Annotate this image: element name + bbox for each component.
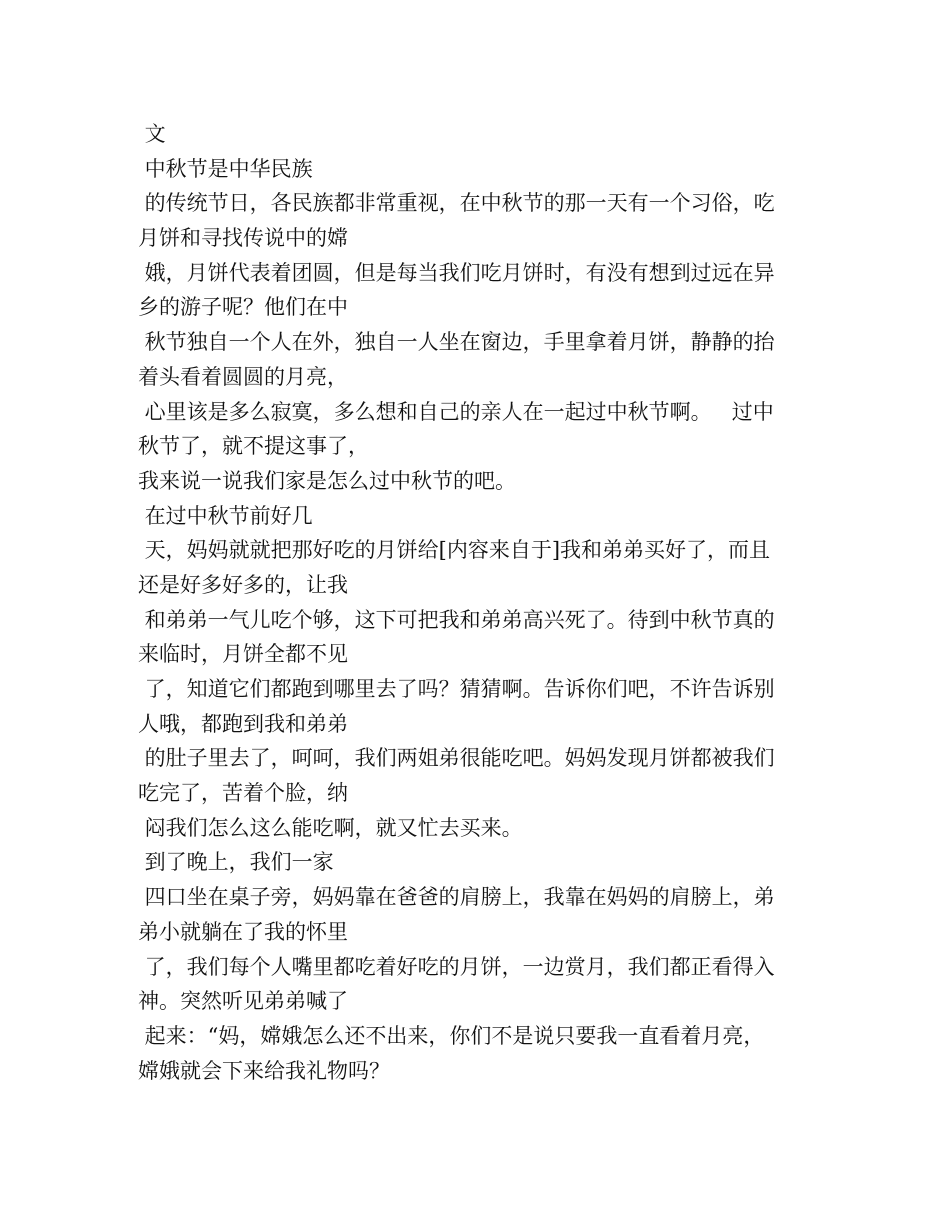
text-line: 人哦，都跑到我和弟弟 — [138, 711, 348, 736]
text-line: 月饼和寻找传说中的嫦 — [138, 226, 348, 251]
text-line: 的传统节日，各民族都非常重视，在中秋节的那一天有一个习俗，吃 — [138, 191, 775, 216]
text-line: 神。突然听见弟弟喊了 — [138, 989, 348, 1014]
text-line: 天，妈妈就就把那好吃的月饼给[内容来自于]我和弟弟买好了，而且 — [138, 538, 771, 563]
document-body — [138, 117, 818, 1088]
text-line: 乡的游子呢？他们在中 — [138, 295, 348, 320]
text-line: 到了晚上，我们一家 — [138, 850, 334, 875]
text-line: 的肚子里去了，呵呵，我们两姐弟很能吃吧。妈妈发现月饼都被我们 — [138, 746, 775, 771]
text-line: 中秋节是中华民族 — [138, 156, 313, 181]
text-line: 闷我们怎么这么能吃啊，就又忙去买来。 — [138, 815, 523, 840]
text-line: 来临时，月饼全都不见 — [138, 642, 348, 667]
text-line: 秋节了，就不提这事了， — [138, 434, 369, 459]
text-line: 在过中秋节前好几 — [138, 503, 313, 528]
text-line: 娥，月饼代表着团圆，但是每当我们吃月饼时，有没有想到过远在异 — [138, 260, 775, 285]
text-line: 四口坐在桌子旁，妈妈靠在爸爸的肩膀上，我靠在妈妈的肩膀上，弟 — [138, 885, 775, 910]
text-line: 了，我们每个人嘴里都吃着好吃的月饼，一边赏月，我们都正看得入 — [138, 954, 775, 979]
text-line: 和弟弟一气儿吃个够，这下可把我和弟弟高兴死了。待到中秋节真的 — [138, 607, 775, 632]
text-line: 心里该是多么寂寞，多么想和自己的亲人在一起过中秋节啊。 过中 — [138, 399, 774, 424]
text-line: 起来：“妈，嫦娥怎么还不出来，你们不是说只要我一直看着月亮， — [138, 1023, 765, 1048]
text-line: 着头看着圆圆的月亮， — [138, 364, 348, 389]
text-line: 了，知道它们都跑到哪里去了吗？猜猜啊。告诉你们吧，不许告诉别 — [138, 677, 775, 701]
text-line: 还是好多好多的，让我 — [138, 572, 348, 597]
text-line: 弟小就躺在了我的怀里 — [138, 919, 348, 944]
text-line: 嫦娥就会下来给我礼物吗？ — [138, 1058, 390, 1083]
text-line: 秋节独自一个人在外，独自一人坐在窗边，手里拿着月饼，静静的抬 — [138, 330, 775, 355]
text-line: 我来说一说我们家是怎么过中秋节的吧。 — [138, 468, 516, 493]
text-line: 文 — [138, 122, 166, 146]
text-line: 吃完了，苦着个脸，纳 — [138, 781, 348, 806]
